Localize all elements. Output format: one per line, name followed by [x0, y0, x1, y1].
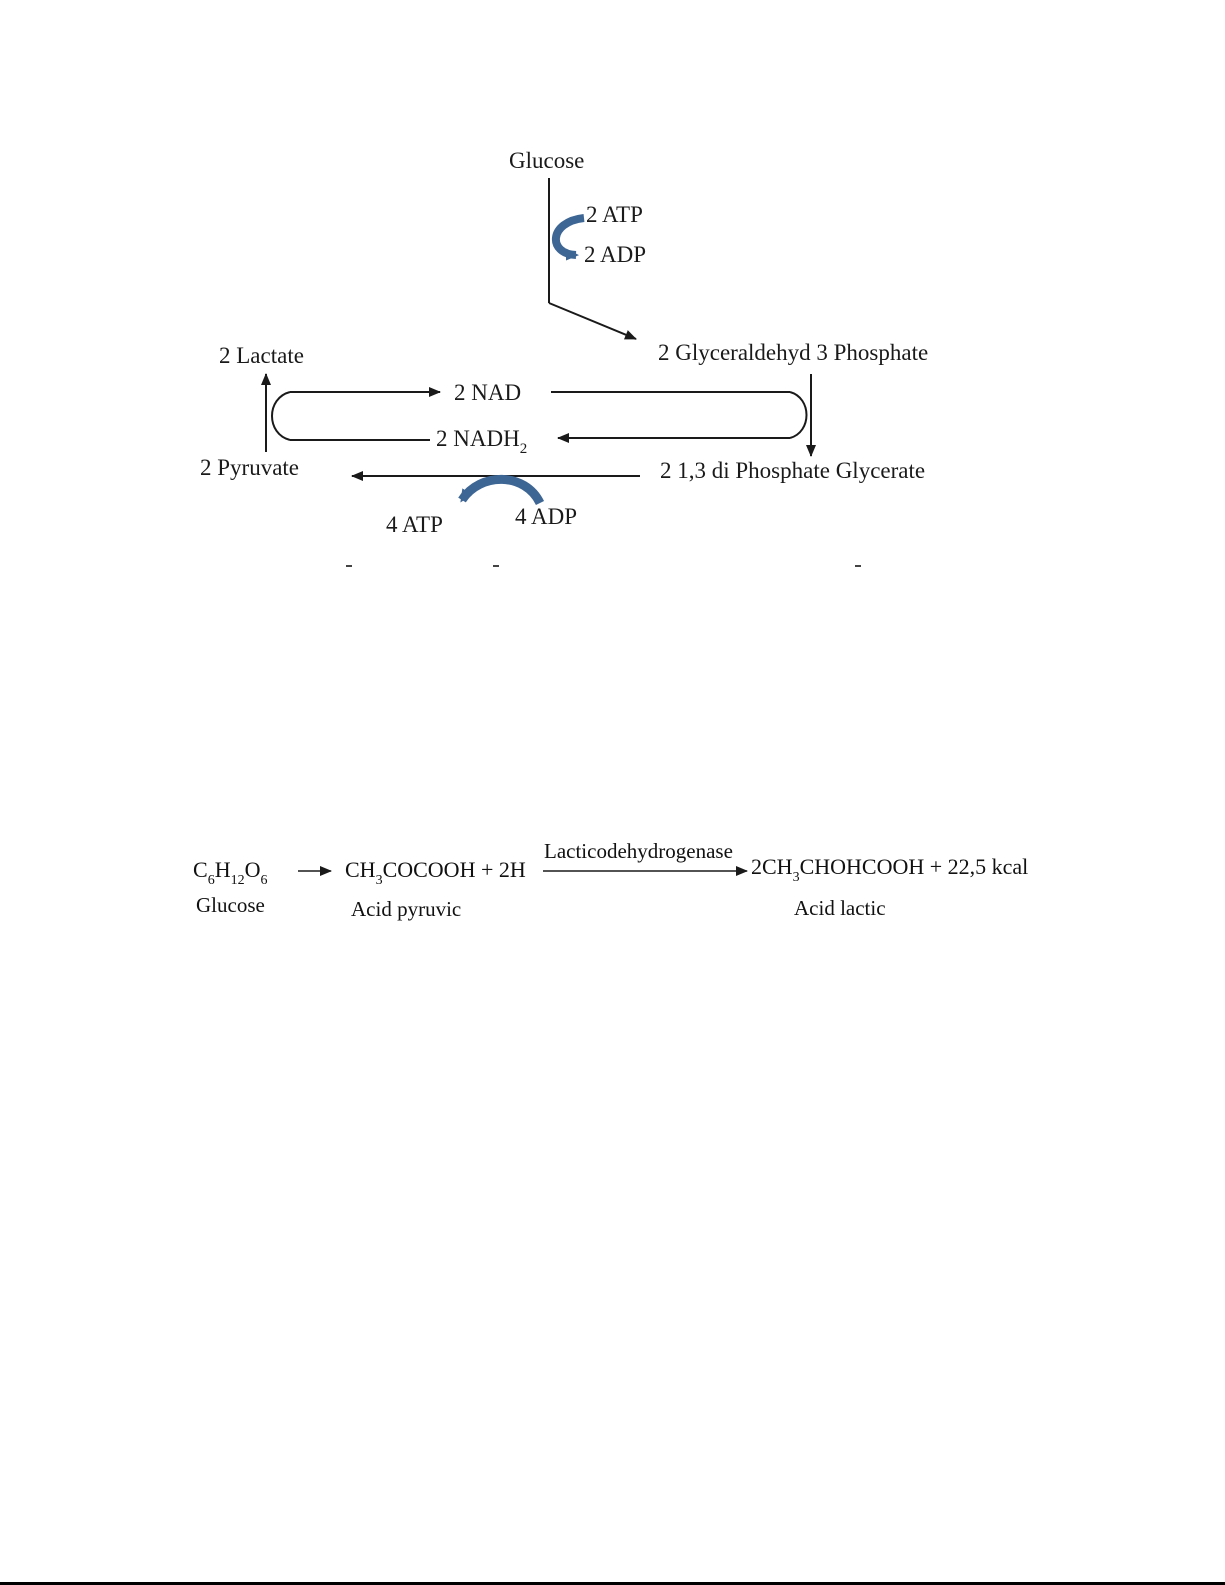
adp-in-label: 4 ADP [515, 504, 577, 529]
adp-to-atp-curved-arrow [462, 479, 540, 503]
nadh-base: 2 NADH [436, 426, 520, 451]
glucose-to-g3p-arrow [549, 303, 636, 339]
nadh-label [436, 426, 527, 457]
nad-loop-right-curve [790, 392, 807, 438]
adp-out-label: 2 ADP [584, 242, 646, 267]
glucose-formula: $C_6H_{12}O_6$ [193, 857, 268, 888]
pyruvate-label: 2 Pyruvate [200, 455, 300, 480]
pyruvic-name: Acid pyruvic [351, 897, 462, 921]
glucose-label: Glucose [509, 148, 585, 173]
pyruvic-formula: $CH_3COCOOH + 2H$ [345, 857, 526, 888]
atp-out-label: 4 ATP [386, 512, 443, 537]
atp-to-adp-curved-arrow [556, 218, 584, 255]
bpg-label: 2 1,3 di Phosphate Glycerate [660, 458, 926, 483]
atp-in-label: 2 ATP [586, 202, 643, 227]
lactate-label: 2 Lactate [219, 343, 304, 368]
lactic-formula: $2CH_3CHOHCOOH + 22,5$ kcal [751, 854, 1029, 885]
nadh-subscript: 2 [519, 441, 528, 457]
nad-label: 2 NAD [454, 380, 522, 405]
nad-loop-left-curve [272, 392, 290, 440]
g3p-label: 2 Glyceraldehyd 3 Phosphate [658, 340, 929, 365]
glucose-name: Glucose [196, 893, 265, 917]
lactic-name: Acid lactic [794, 896, 886, 920]
enzyme-label: Lacticodehydrogenase [544, 839, 733, 863]
